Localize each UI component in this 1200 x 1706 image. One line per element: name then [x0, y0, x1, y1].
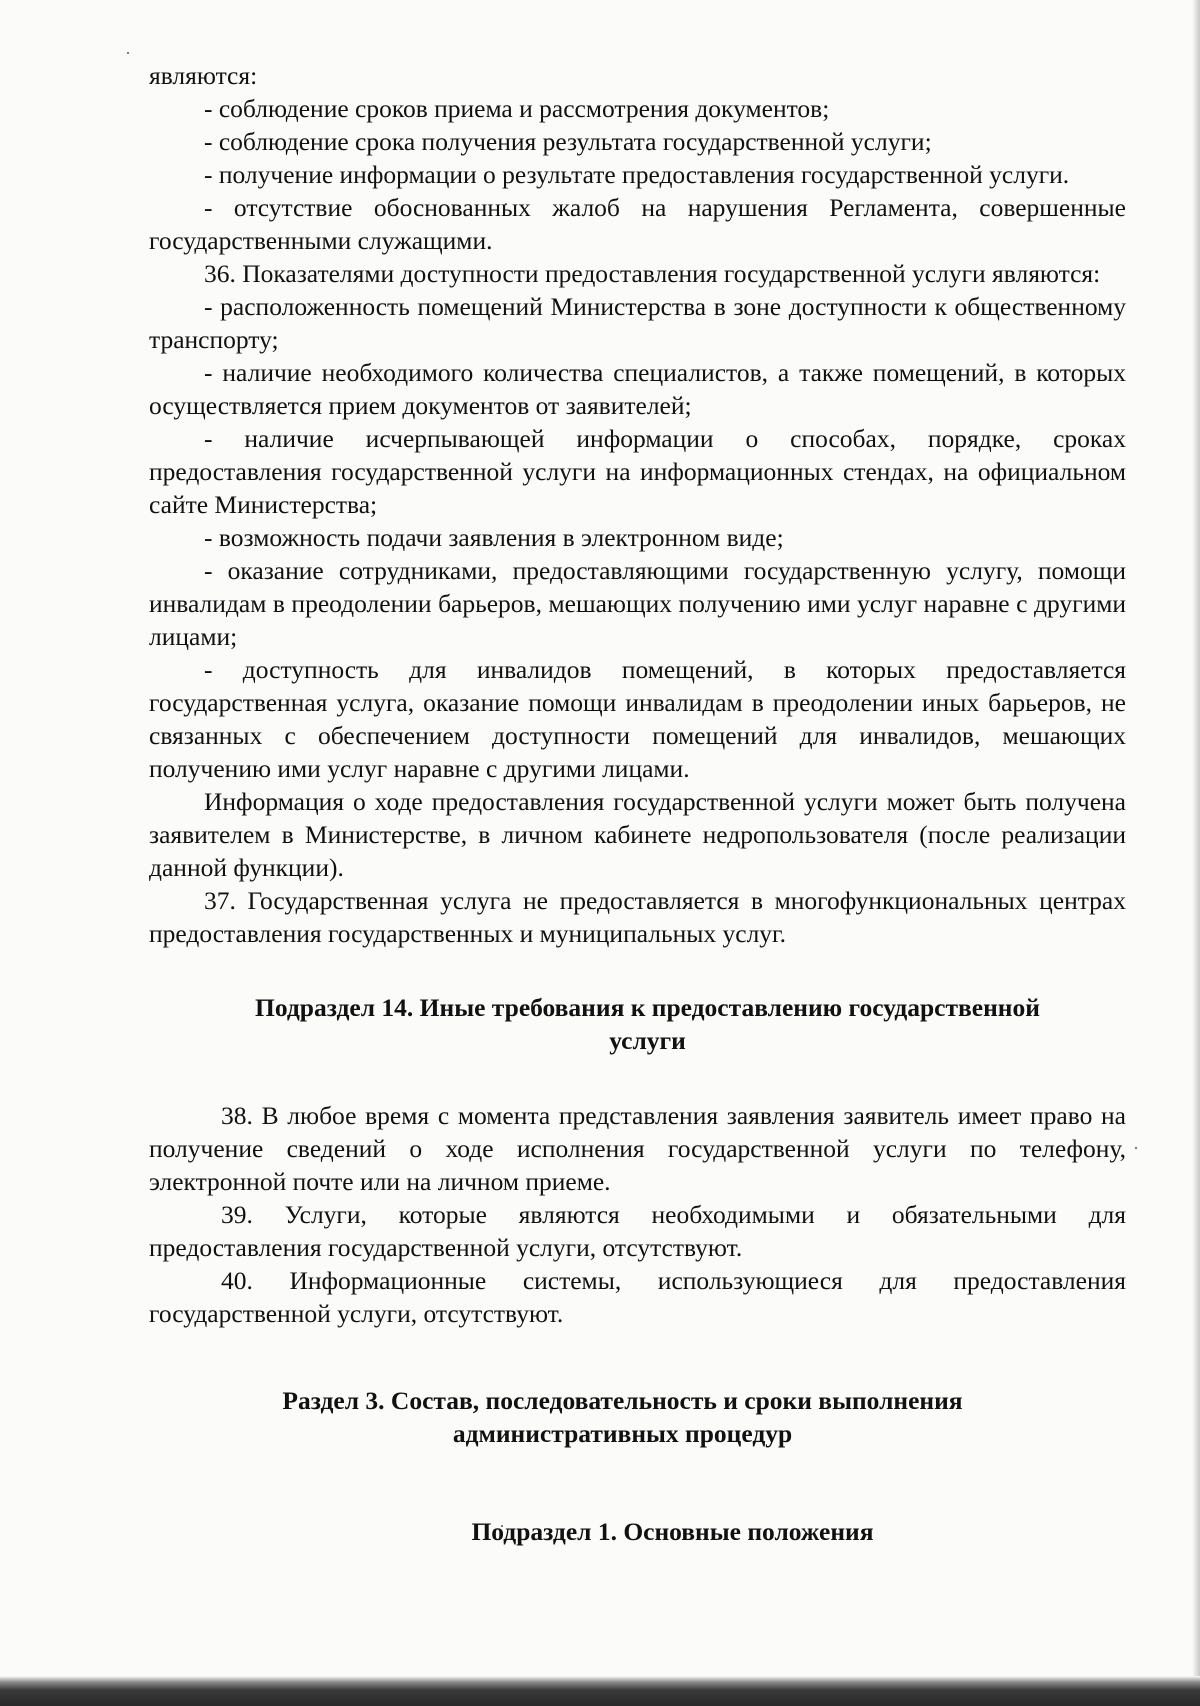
list-item-electronic-filing: - возможность подачи заявления в электронном виде;: [204, 523, 784, 552]
heading-subsection-1: Подраздел 1. Основные положения: [471, 1517, 874, 1546]
paragraph-continuation: являются:: [149, 61, 258, 90]
list-item-disabled-access: - доступность для инвалидов помещений, в которых предоставляется государственная услуга, оказание помощи инвалидам в преодолении иных барьеров, не связанных с обеспечением доступности помещений для инвалидов, мешающих получению ими услуг наравне с другими лицами.: [149, 655, 1126, 783]
list-item-specialists: - наличие необходимого количества специалистов, а также помещений, в которых осуществляется прием документов от заявителей;: [149, 358, 1126, 420]
paragraph-36: 36. Показателями доступности предоставления государственной услуги являются:: [204, 259, 1101, 288]
list-item-result-deadline: - соблюдение срока получения результата государственной услуги;: [204, 127, 932, 156]
paragraph-37: 37. Государственная услуга не предоставляется в многофункциональных центрах предоставления государственных и муниципальных услуг.: [149, 886, 1126, 948]
scan-speck: [127, 52, 129, 54]
list-item-disabled-assistance: - оказание сотрудниками, предоставляющими государственную услугу, помощи инвалидам в преодолении барьеров, мешающих получению ими услуг наравне с другими лицами;: [149, 556, 1126, 651]
paragraph-38: 38. В любое время с момента представления заявления заявитель имеет право на получение сведений о ходе исполнения государственной услуги по телефону, электронной почте или на личном приеме.: [149, 1101, 1126, 1196]
scan-edge-right: [1192, 0, 1200, 1706]
scan-edge-bottom: [0, 1676, 1200, 1706]
paragraph-progress-info: Информация о ходе предоставления государственной услуги может быть получена заявителем в Министерстве, в личном кабинете недропользователя (после реализации данной функции).: [149, 787, 1126, 882]
list-item-no-complaints: - отсутствие обоснованных жалоб на нарушения Регламента, совершенные государственными служащими.: [149, 193, 1126, 255]
document-body: [149, 59, 1126, 1548]
heading-subsection-14: Подраздел 14. Иные требования к предоставлению государственной услуги: [255, 993, 1040, 1055]
paragraph-39: 39. Услуги, которые являются необходимыми и обязательными для предоставления государственной услуги, отсутствуют.: [149, 1200, 1126, 1262]
list-item-transport-access: - расположенность помещений Министерства в зоне доступности к общественному транспорту;: [149, 292, 1126, 354]
heading-section-3: Раздел 3. Состав, последовательность и сроки выполнения административных процедур: [282, 1386, 963, 1448]
scan-speck: [1135, 1147, 1137, 1149]
list-item-deadlines: - соблюдение сроков приема и рассмотрения документов;: [204, 94, 830, 123]
list-item-result-info: - получение информации о результате предоставления государственной услуги.: [204, 160, 1070, 189]
list-item-information: - наличие исчерпывающей информации о способах, порядке, сроках предоставления государственной услуги на информационных стендах, на официальном сайте Министерства;: [149, 424, 1126, 519]
paragraph-40: 40. Информационные системы, использующиеся для предоставления государственной услуги, отсутствуют.: [149, 1266, 1126, 1328]
